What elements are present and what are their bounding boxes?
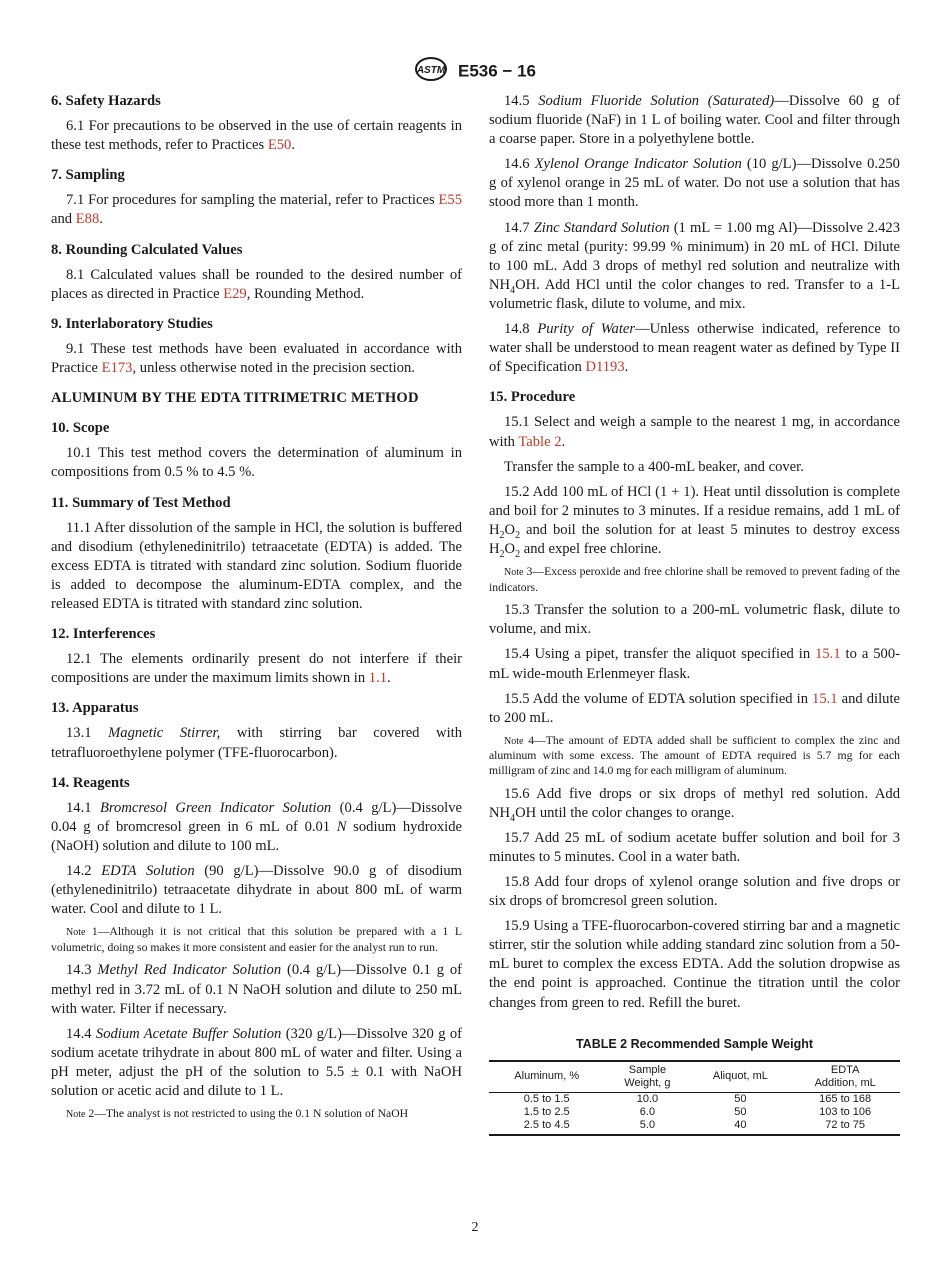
table-cell: 1.5 to 2.5: [523, 1105, 570, 1118]
header-sample-weight: Sample Weight, g: [604, 1061, 690, 1093]
table-cell: 50: [734, 1105, 747, 1118]
sample-weight-table: [489, 1060, 900, 1136]
paragraph-15-9: 15.9 Using a TFE-fluorocarbon-covered stirring bar and a magnetic stirrer, stir the solution while adding standard zinc solution from a 50-mL buret to complex the excess EDTA. Add the solution dropwise as the end point is approached. Continue the titration until the color changes from green to red. Refill the buret.: [489, 918, 900, 1011]
page-header: [0, 56, 950, 84]
paragraph-14-3: 14.3 Methyl Red Indicator Solution (0.4 g/L)—Dissolve 0.1 g of methyl red in 3.72 mL of 0.1 N NaOH solution and dilute to 250 mL with water. Filter if necessary.: [51, 962, 463, 1017]
section-heading-rounding: 8. Rounding Calculated Values: [51, 241, 243, 258]
table-row: [489, 1119, 900, 1135]
section-heading-sampling: 7. Sampling: [51, 167, 125, 184]
note-4: Note 4—The amount of EDTA added shall be sufficient to complex the zinc and aluminum with some excess. The amount of EDTA required is 5.7 mg for each milligram of zinc and 14.0 mg for each milligram of aluminum.: [489, 733, 900, 777]
paragraph-15-3: 15.3 Transfer the solution to a 200-mL volumetric flask, dilute to volume, and mix.: [489, 602, 900, 638]
svg-text:ASTM: ASTM: [416, 65, 446, 76]
paragraph-14-2: 14.2 EDTA Solution (90 g/L)—Dissolve 90.0 g of disodium (ethylenedinitrilo) tetraacetate dihydrate in about 800 mL of warm water. Cool and dilute to 1 L.: [51, 863, 463, 918]
header-aliquot: Aliquot, mL: [690, 1061, 790, 1093]
table-cell: 0.5 to 1.5: [523, 1092, 570, 1105]
table-cell: 103 to 106: [819, 1105, 872, 1118]
link-e173[interactable]: E173: [101, 360, 133, 377]
section-heading-interlab: 9. Interlaboratory Studies: [51, 315, 213, 332]
paragraph-14-5: 14.5 Sodium Fluoride Solution (Saturated)—Dissolve 60 g of sodium fluoride (NaF) in 1 L of boiling water. Cool and filter through a coarse paper. Store in a polyethylene bottle.: [489, 93, 900, 148]
paragraph-6-1: 6.1 For precautions to be observed in the use of certain reagents in these test methods, refer to Practices E50.: [51, 118, 462, 154]
table-header-row: [489, 1061, 900, 1093]
paragraph-8-1: 8.1 Calculated values shall be rounded to the desired number of places as directed in Practice E29, Rounding Method.: [51, 266, 462, 302]
link-e29[interactable]: E29: [223, 285, 247, 302]
paragraph-10-1: 10.1 This test method covers the determination of aluminum in compositions from 0.5 % to 4.5 %.: [51, 445, 462, 481]
paragraph-14-7: 14.7 Zinc Standard Solution (1 mL = 1.00 mg Al)—Dissolve 2.423 g of zinc metal (purity: 99.99 % minimum) in 20 mL of HCl. Dilute to 100 mL. Add 3 drops of methyl red solution and neutralize with $NH_4OH$. Add HCl until the color changes to red. Transfer to a 1-L volumetric flask, dilute to volume, and mix.: [489, 219, 900, 312]
link-1-1[interactable]: 1.1: [368, 670, 388, 687]
table-cell: 5.0: [604, 1119, 690, 1135]
paragraph-14-6: 14.6 Xylenol Orange Indicator Solution (10 g/L)—Dissolve 0.250 g of xylenol orange in 25 mL of water. Do not use a solution that has stood more than 1 month.: [489, 156, 900, 211]
section-heading-summary: 11. Summary of Test Method: [51, 494, 231, 511]
link-15-1-a[interactable]: 15.1: [815, 646, 841, 663]
table-cell: 165 to 168: [819, 1092, 872, 1105]
table-cell: 6.0: [639, 1105, 656, 1118]
standard-designation: E536 − 16: [458, 61, 536, 81]
section-heading-procedure: 15. Procedure: [489, 389, 576, 406]
table-title: TABLE 2 Recommended Sample Weight: [575, 1036, 814, 1051]
right-column: [489, 92, 900, 1136]
paragraph-15-2: 15.2 Add 100 mL of HCl (1 + 1). Heat until dissolution is complete and boil for 2 minutes to 3 minutes. If a residue remains, add 1 mL of $H_2O_2$ and boil the solution for at least 5 minutes to destroy excess $H_2O_2$ and expel free chlorine.: [489, 483, 900, 560]
section-heading-interferences: 12. Interferences: [51, 626, 156, 643]
note-3: Note 3—Excess peroxide and free chlorine shall be removed to prevent fading of the indicators.: [489, 565, 900, 594]
method-title: ALUMINUM BY THE EDTA TITRIMETRIC METHOD: [51, 390, 419, 407]
link-e50[interactable]: E50: [267, 137, 292, 154]
header-aluminum: Aluminum, %: [489, 1061, 604, 1093]
paragraph-13-1: 13.1 Magnetic Stirrer, with stirring bar covered with tetrafluoroethylene polymer (TFE-fluorocarbon).: [51, 725, 463, 761]
paragraph-15-1: 15.1 Select and weigh a sample to the nearest 1 mg, in accordance with Table 2.: [489, 414, 900, 450]
paragraph-14-1: 14.1 Bromcresol Green Indicator Solution (0.4 g/L)—Dissolve 0.04 g of bromcresol green in 6 mL of 0.01 N sodium hydroxide (NaOH) solution and dilute to 100 mL.: [51, 799, 462, 854]
paragraph-9-1: 9.1 These test methods have been evaluated in accordance with Practice E173, unless otherwise noted in the precision section.: [51, 340, 462, 377]
table-cell: 10.0: [636, 1092, 659, 1105]
section-heading-scope: 10. Scope: [51, 420, 110, 437]
paragraph-15-1-cont: Transfer the sample to a 400-mL beaker, and cover.: [504, 458, 804, 475]
left-column: [51, 92, 462, 1129]
link-d1193[interactable]: D1193: [585, 359, 625, 376]
paragraph-12-1: 12.1 The elements ordinarily present do not interfere if their compositions are under the maximum limits shown in 1.1.: [51, 651, 462, 687]
section-heading-safety: 6. Safety Hazards: [51, 93, 161, 109]
note-1: Note 1—Although it is not critical that this solution be prepared with a 1 L volumetric, doing so makes it more consistent and easier for the analyst run to run.: [51, 925, 462, 954]
table-row: [489, 1106, 900, 1119]
paragraph-15-5: 15.5 Add the volume of EDTA solution specified in 15.1 and dilute to 200 mL.: [489, 690, 900, 726]
link-15-1-b[interactable]: 15.1: [812, 690, 838, 707]
table-row: [489, 1092, 900, 1106]
paragraph-14-4: 14.4 Sodium Acetate Buffer Solution (320 g/L)—Dissolve 320 g of sodium acetate trihydrate in about 800 mL of water and filter. Using a pH meter, adjust the pH of the solution to 5.5 ± 0.1 with NaOH solution or acetic acid and dilute to 1 L.: [51, 1025, 462, 1100]
section-heading-apparatus: 13. Apparatus: [51, 700, 139, 717]
paragraph-15-6: 15.6 Add five drops or six drops of methyl red solution. Add $NH_4OH$ until the color changes to orange.: [489, 785, 900, 824]
paragraph-7-1: 7.1 For procedures for sampling the material, refer to Practices E55 and E88.: [51, 192, 462, 228]
page-number: 2: [471, 1220, 479, 1235]
paragraph-15-7: 15.7 Add 25 mL of sodium acetate buffer solution and boil for 3 minutes to 5 minutes. Cool in a water bath.: [489, 829, 900, 865]
table-cell: 2.5 to 4.5: [489, 1119, 604, 1135]
section-heading-reagents: 14. Reagents: [51, 774, 130, 791]
table-cell: 72 to 75: [790, 1119, 900, 1135]
table-cell: 40: [690, 1119, 790, 1135]
astm-logo-icon: [414, 56, 448, 87]
link-table-2[interactable]: Table 2: [518, 433, 562, 450]
link-e88[interactable]: E88: [75, 211, 100, 228]
paragraph-15-4: 15.4 Using a pipet, transfer the aliquot specified in 15.1 to a 500-mL wide-mouth Erlenmeyer flask.: [489, 646, 901, 682]
paragraph-14-8: 14.8 Purity of Water—Unless otherwise indicated, reference to water shall be understood to mean reagent water as defined by Type II of Specification D1193.: [489, 321, 901, 376]
paragraph-11-1: 11.1 After dissolution of the sample in HCl, the solution is buffered and disodium (ethylenedinitrilo) tetraacetate (EDTA) is added. The excess EDTA is titrated with standard zinc solution. Sodium fluoride is added to decompose the aluminum-EDTA complex, and the released EDTA is titrated with standard zinc solution.: [51, 519, 462, 612]
paragraph-15-8: 15.8 Add four drops of xylenol orange solution and five drops or six drops of bromcresol green solution.: [489, 873, 900, 910]
note-2: Note 2—The analyst is not restricted to using the 0.1 N solution of NaOH: [66, 1107, 409, 1121]
table-cell: 50: [734, 1092, 747, 1105]
link-e55[interactable]: E55: [438, 192, 462, 209]
header-edta-addition: EDTA Addition, mL: [790, 1061, 900, 1093]
